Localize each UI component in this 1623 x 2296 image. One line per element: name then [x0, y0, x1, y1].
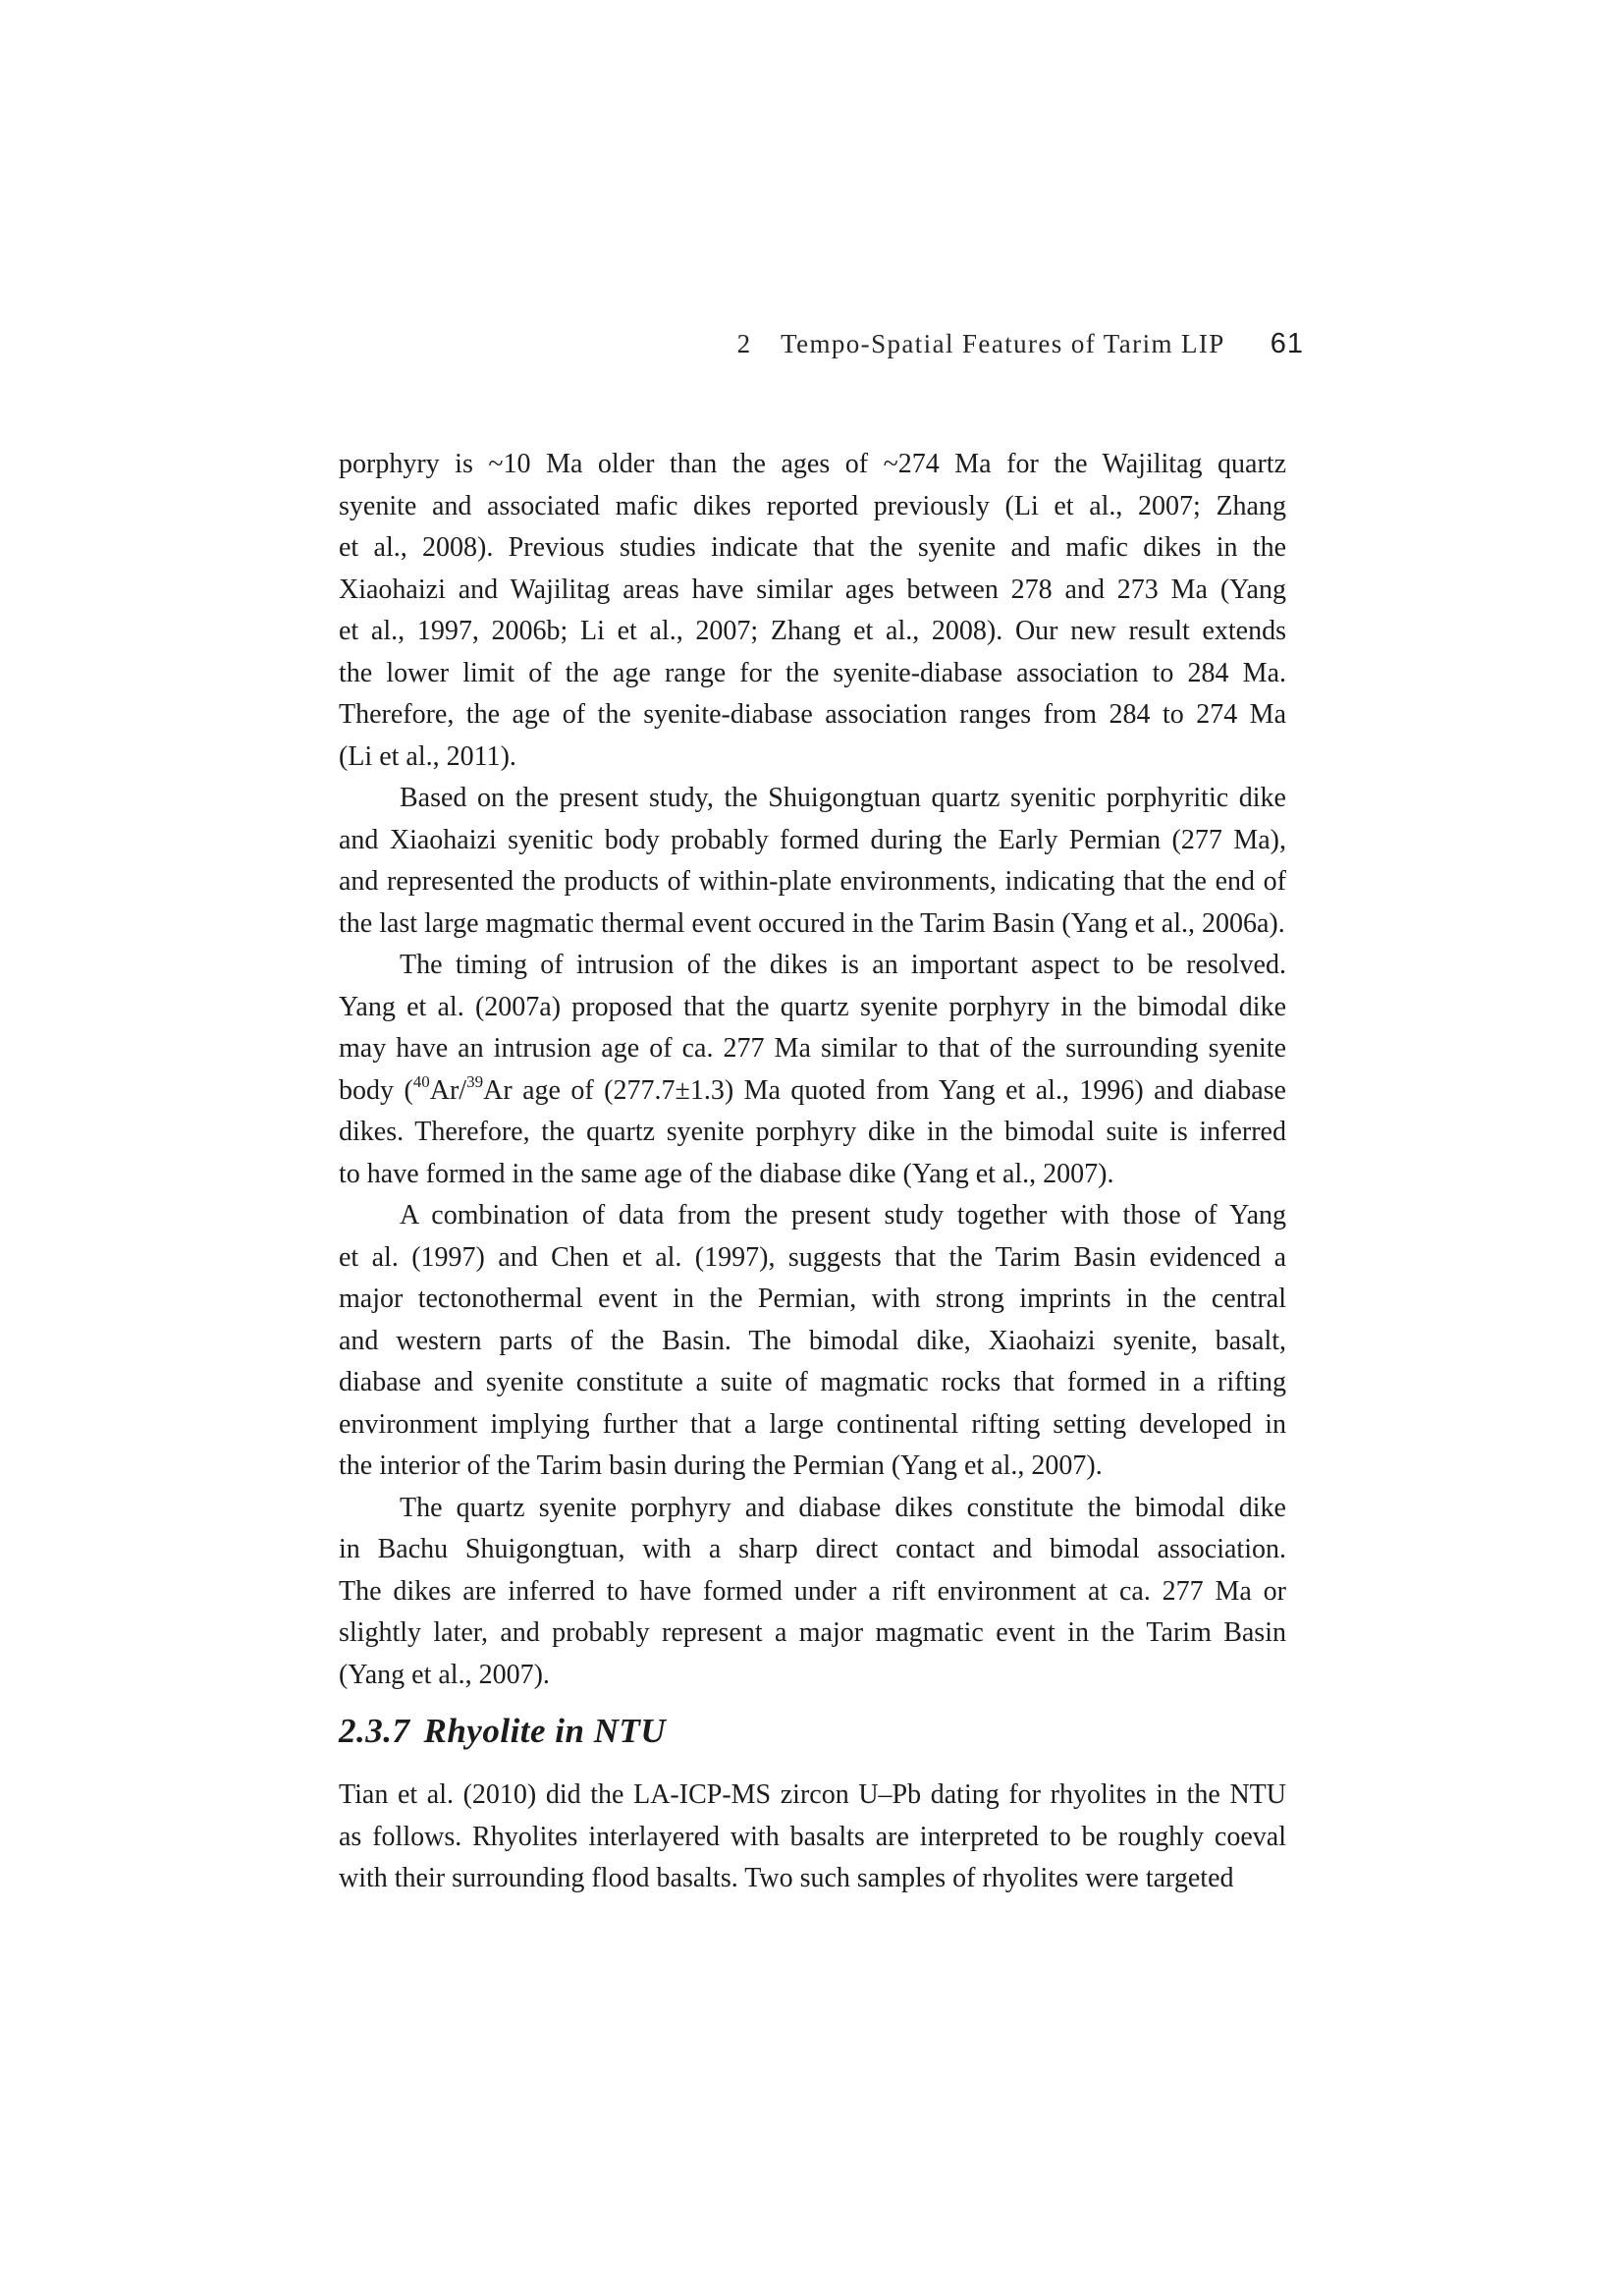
isotope-superscript: 39	[466, 1071, 484, 1091]
text-line: and Xiaohaizi syenitic body probably formed during the Early Permian (277 Ma),	[339, 824, 1286, 855]
text-line: diabase and syenite constitute a suite of magmatic rocks that formed in a rifting	[339, 1367, 1286, 1397]
text-line: slightly later, and probably represent a major magmatic event in the Tarim Basin	[339, 1617, 1286, 1648]
text-line: the last large magmatic thermal event occured in the Tarim Basin (Yang et al., 2006a).	[339, 907, 1285, 939]
text-line: and western parts of the Basin. The bimodal dike, Xiaohaizi syenite, basalt,	[339, 1325, 1286, 1356]
text-segment: Ar age of (277.7±1.3) Ma quoted from Yang et al., 1996) and diabase	[483, 1074, 1286, 1106]
text-line: A combination of data from the present study together with those of Yang	[400, 1200, 1286, 1230]
text-line: the interior of the Tarim basin during the Permian (Yang et al., 2007).	[339, 1450, 1103, 1481]
text-segment: body (	[339, 1074, 413, 1106]
page-number: 61	[1270, 328, 1304, 359]
text-line: Tian et al. (2010) did the LA-ICP-MS zircon U–Pb dating for rhyolites in the NTU	[339, 1779, 1286, 1810]
isotope-superscript: 40	[412, 1071, 430, 1091]
text-line: The quartz syenite porphyry and diabase dikes constitute the bimodal dike	[400, 1492, 1286, 1523]
header-chapter-number: 2	[736, 329, 752, 358]
text-line: Yang et al. (2007a) proposed that the quartz syenite porphyry in the bimodal dike	[339, 991, 1286, 1022]
text-line: may have an intrusion age of ca. 277 Ma similar to that of the surrounding syenite	[339, 1033, 1286, 1064]
paragraph-continued-from-previous-page	[339, 444, 1286, 778]
text-line: Xiaohaizi and Wajilitag areas have similar ages between 278 and 273 Ma (Yang	[339, 574, 1286, 605]
text-line: et al., 1997, 2006b; Li et al., 2007; Zhang et al., 2008). Our new result extends	[339, 616, 1286, 646]
text-line: and represented the products of within-plate environments, indicating that the end of	[339, 866, 1286, 897]
page-body	[339, 444, 1286, 1900]
running-header	[737, 328, 1304, 360]
text-line: with their surrounding flood basalts. Two such samples of rhyolites were targeted	[339, 1863, 1234, 1893]
paragraph-combination-of-data	[339, 1195, 1286, 1488]
text-line: (Li et al., 2011).	[339, 740, 516, 772]
text-segment: Ar/	[429, 1074, 467, 1106]
header-chapter-title: Tempo-Spatial Features of Tarim LIP	[781, 329, 1225, 358]
text-line: The timing of intrusion of the dikes is an important aspect to be resolved.	[400, 950, 1286, 980]
text-line: in Bachu Shuigongtuan, with a sharp direct contact and bimodal association.	[339, 1534, 1286, 1564]
text-line: dikes. Therefore, the quartz syenite porphyry dike in the bimodal suite is inferred	[339, 1117, 1286, 1147]
text-line: (Yang et al., 2007).	[339, 1659, 550, 1690]
text-line: major tectonothermal event in the Permian, with strong imprints in the central	[339, 1284, 1286, 1314]
text-line: Based on the present study, the Shuigongtuan quartz syenitic porphyritic dike	[400, 783, 1286, 813]
section-number: 2.3.7	[339, 1712, 410, 1750]
text-line: et al. (1997) and Chen et al. (1997), suggests that the Tarim Basin evidenced a	[339, 1241, 1286, 1273]
text-line: syenite and associated mafic dikes reported previously (Li et al., 2007; Zhang	[339, 490, 1286, 521]
section-title: Rhyolite in NTU	[423, 1712, 667, 1750]
text-line: porphyry is ~10 Ma older than the ages of ~274 Ma for the Wajilitag quartz	[339, 449, 1286, 479]
text-line: to have formed in the same age of the diabase dike (Yang et al., 2007).	[339, 1158, 1114, 1189]
text-line: et al., 2008). Previous studies indicate that the syenite and mafic dikes in the	[339, 532, 1286, 563]
paragraph-bimodal-dike	[339, 1488, 1286, 1697]
paragraph-rhyolite-dating	[339, 1775, 1286, 1900]
section-heading	[339, 1709, 1286, 1754]
text-line: The dikes are inferred to have formed under a rift environment at ca. 277 Ma or	[339, 1575, 1286, 1607]
paragraph-timing-of-intrusion	[339, 945, 1286, 1195]
text-line	[339, 1070, 1286, 1113]
text-line: environment implying further that a large continental rifting setting developed in	[339, 1408, 1286, 1440]
text-line: as follows. Rhyolites interlayered with basalts are interpreted to be roughly coeval	[339, 1821, 1286, 1852]
paragraph-based-on-present-study	[339, 778, 1286, 945]
text-line: Therefore, the age of the syenite-diabase association ranges from 284 to 274 Ma	[339, 699, 1286, 730]
text-line: the lower limit of the age range for the syenite-diabase association to 284 Ma.	[339, 657, 1286, 688]
